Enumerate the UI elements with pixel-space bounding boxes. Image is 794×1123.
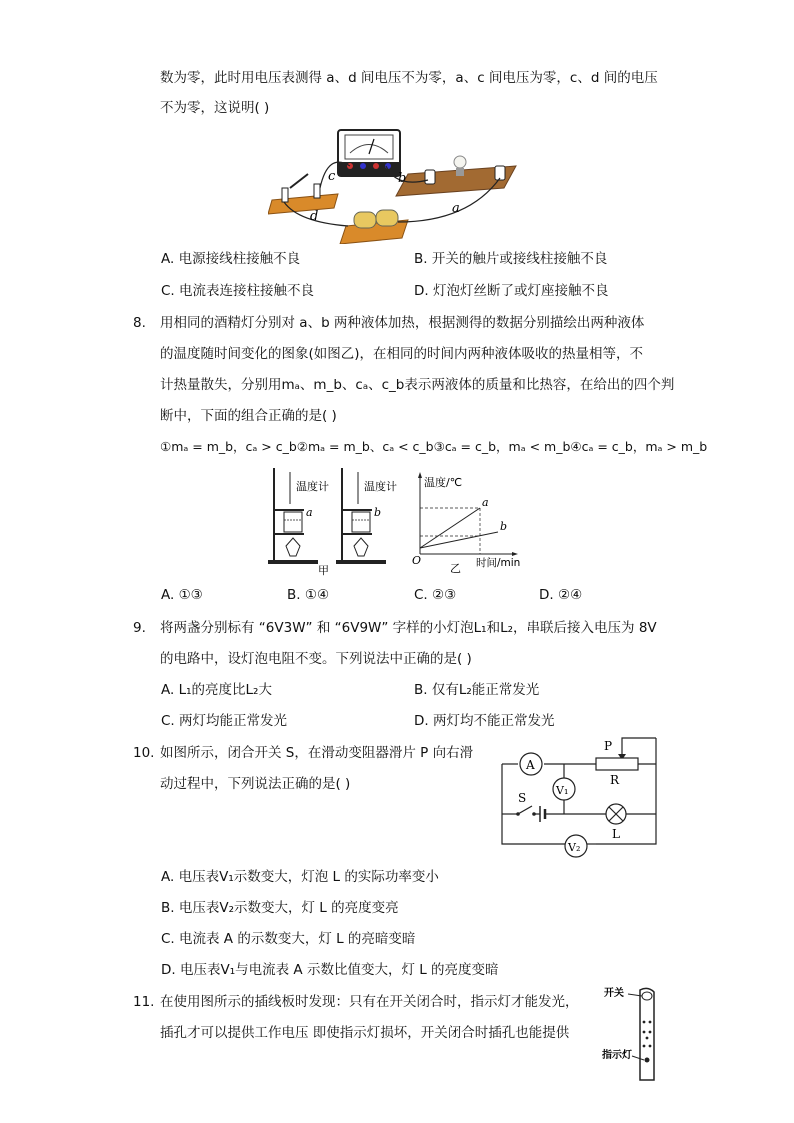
- voltmeter2-label: V₂: [568, 841, 581, 854]
- thermometer-label-yi: 温度计: [364, 480, 397, 493]
- q8-text-line2: 的温度随时间变化的图象(如图乙)，在相同的时间内两种液体吸收的热量相等，不: [160, 346, 644, 362]
- label-d: d: [310, 209, 319, 224]
- q7-option-b[interactable]: B. 开关的触片或接线柱接触不良: [414, 251, 608, 267]
- switch-knob: [642, 992, 652, 1000]
- q9-text-line2: 的电路中，设灯泡电阻不变。下列说法中正确的是( ): [160, 651, 472, 667]
- q10-option-b[interactable]: B. 电压表V₂示数变大，灯 L 的亮度变亮: [161, 900, 399, 916]
- switch-label: S: [518, 791, 527, 805]
- q9-text-line1: 将两盏分别标有 “6V3W” 和 “6V9W” 字样的小灯泡L₁和L₂，串联后接入电压为 8V: [160, 620, 657, 636]
- q9-option-a[interactable]: A. L₁的亮度比L₂大: [161, 682, 272, 698]
- strip-body: [640, 988, 654, 1080]
- q8-option-d[interactable]: D. ②④: [539, 587, 583, 603]
- lamp-bulb: [454, 156, 466, 168]
- indicator-light-icon: [645, 1058, 650, 1063]
- q7-text-line2: 不为零，这说明( ): [160, 100, 270, 116]
- liquid-b-label: b: [374, 506, 382, 519]
- label-jia: 甲: [318, 564, 329, 576]
- graph-ylabel: 温度/℃: [424, 476, 463, 489]
- q7-circuit-figure: [268, 122, 528, 244]
- q7-option-c[interactable]: C. 电流表连接柱接触不良: [161, 283, 315, 299]
- q10-option-a[interactable]: A. 电压表V₁示数变大，灯泡 L 的实际功率变小: [161, 869, 439, 885]
- q7-option-d[interactable]: D. 灯泡灯丝断了或灯座接触不良: [414, 283, 609, 299]
- label-switch: 开关: [604, 988, 624, 999]
- q10-option-d[interactable]: D. 电压表V₁与电流表 A 示数比值变大，灯 L 的亮度变暗: [161, 962, 499, 978]
- q10-text-line2: 动过程中，下列说法正确的是( ): [160, 776, 351, 792]
- rheostat-symbol: [596, 758, 638, 770]
- slider-label: P: [604, 739, 613, 753]
- q8-text-line3: 计热量散失，分别用mₐ、m_b、cₐ、c_b表示两液体的质量和比热容，在给出的四个判: [160, 377, 675, 393]
- label-yi: 乙: [450, 562, 461, 575]
- q11-text-line2: 插孔才可以提供工作电压 即使指示灯损坏，开关闭合时插孔也能提供: [160, 1025, 570, 1041]
- q7-text-line1: 数为零，此时用电压表测得 a、d 间电压不为零，a、c 间电压为零，c、d 间的电压: [160, 70, 658, 86]
- ammeter-dial: [345, 135, 393, 159]
- q8-number: 8.: [133, 315, 146, 331]
- graph-line-a-label: a: [482, 496, 489, 509]
- switch-board: [268, 194, 338, 214]
- liquid-a-label: a: [306, 506, 313, 519]
- q9-option-b[interactable]: B. 仅有L₂能正常发光: [414, 682, 540, 698]
- graph-line-b-label: b: [500, 520, 508, 533]
- label-a: a: [452, 201, 460, 216]
- q11-text-line1: 在使用图所示的插线板时发现：只有在开关闭合时，指示灯才能发光，: [160, 994, 579, 1010]
- lamp-label: L: [612, 827, 620, 841]
- label-b: b: [398, 171, 407, 186]
- graph-xlabel: 时间/min: [476, 557, 521, 569]
- q8-figure: [262, 464, 532, 576]
- q8-option-c[interactable]: C. ②③: [414, 587, 457, 603]
- ammeter-label: A: [526, 758, 535, 772]
- graph-origin: O: [412, 554, 422, 567]
- q11-power-strip-figure: [600, 984, 668, 1084]
- thermometer-label-jia: 温度计: [296, 480, 329, 493]
- q9-number: 9.: [133, 620, 146, 636]
- rheostat-label: R: [610, 773, 620, 787]
- q11-number: 11.: [133, 994, 155, 1010]
- label-c: c: [328, 169, 336, 184]
- q9-option-c[interactable]: C. 两灯均能正常发光: [161, 713, 288, 729]
- q8-text-line5: ①mₐ = m_b，cₐ > c_b②mₐ = m_b、cₐ < c_b③cₐ = c_b，mₐ < m_b④cₐ = c_b，mₐ > m_b: [160, 439, 708, 454]
- q10-option-c[interactable]: C. 电流表 A 的示数变大，灯 L 的亮暗变暗: [161, 931, 416, 947]
- q8-text-line4: 断中，下面的组合正确的是( ): [160, 408, 337, 424]
- voltmeter1-label: V₁: [556, 784, 569, 797]
- q10-circuit-diagram: [498, 734, 664, 862]
- q10-number: 10.: [133, 745, 155, 761]
- q8-option-b[interactable]: B. ①④: [287, 587, 330, 603]
- q9-option-d[interactable]: D. 两灯均不能正常发光: [414, 713, 555, 729]
- label-indicator: 指示灯: [602, 1050, 632, 1061]
- q7-option-a[interactable]: A. 电源接线柱接触不良: [161, 251, 301, 267]
- q8-option-a[interactable]: A. ①③: [161, 587, 203, 603]
- q8-text-line1: 用相同的酒精灯分别对 a、b 两种液体加热，根据测得的数据分别描绘出两种液体: [160, 315, 645, 331]
- q10-text-line1: 如图所示，闭合开关 S，在滑动变阻器滑片 P 向右滑: [160, 745, 474, 761]
